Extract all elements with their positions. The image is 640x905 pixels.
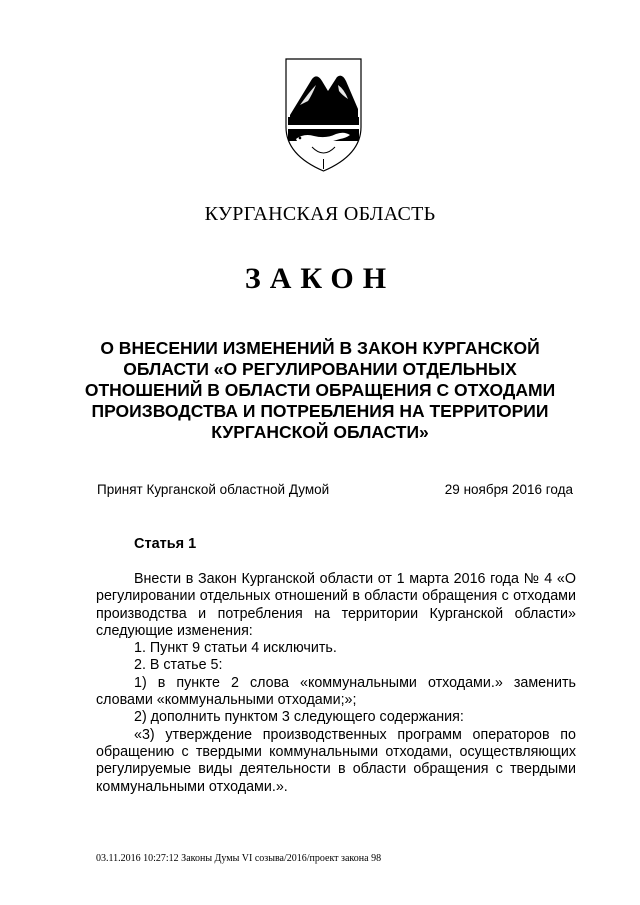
adoption-date: 29 ноября 2016 года (444, 482, 573, 497)
article-heading: Статья 1 (134, 536, 197, 552)
adopted-by: Принят Курганской областной Думой (97, 482, 330, 497)
article-paragraph: 1) в пункте 2 слова «коммунальными отходами.» заменить словами «коммунальными отходами;»; (96, 674, 576, 709)
law-title-line: ПРОИЗВОДСТВА И ПОТРЕБЛЕНИЯ НА ТЕРРИТОРИИ (91, 401, 549, 421)
law-title-line: О ВНЕСЕНИИ ИЗМЕНЕНИЙ В ЗАКОН КУРГАНСКОЙ (100, 338, 540, 358)
article-paragraph: 2. В статье 5: (134, 657, 223, 674)
adoption-row (97, 482, 573, 502)
law-title-line: КУРГАНСКОЙ ОБЛАСТИ» (211, 422, 429, 442)
coat-of-arms-icon (282, 55, 365, 175)
article-paragraph: 1. Пункт 9 статьи 4 исключить. (134, 640, 337, 657)
region-name: КУРГАНСКАЯ ОБЛАСТЬ (204, 203, 436, 225)
law-title-line: ОТНОШЕНИЙ В ОБЛАСТИ ОБРАЩЕНИЯ С ОТХОДАМИ (84, 380, 556, 400)
article-paragraph: Внести в Закон Курганской области от 1 марта 2016 года № 4 «О регулировании отдельных отношений в области обращения с отходами производства и потребления на территории Курганской области» следующие изменения: (96, 571, 576, 639)
law-title (80, 338, 560, 443)
document-type: ЗАКОН (244, 262, 396, 295)
law-title-line: ОБЛАСТИ «О РЕГУЛИРОВАНИИ ОТДЕЛЬНЫХ (123, 359, 517, 379)
article-body (96, 571, 576, 796)
article-paragraph: «3) утверждение производственных программ операторов по обращению с твердыми коммунальными отходами, осуществляющих регулируемые виды деятельности в области обращения с твердыми коммунальными отходами.». (96, 726, 576, 795)
footer-stamp: 03.11.2016 10:27:12 Законы Думы VI созыва/2016/проект закона 98 (96, 853, 382, 864)
article-paragraph: 2) дополнить пунктом 3 следующего содержания: (134, 709, 464, 726)
